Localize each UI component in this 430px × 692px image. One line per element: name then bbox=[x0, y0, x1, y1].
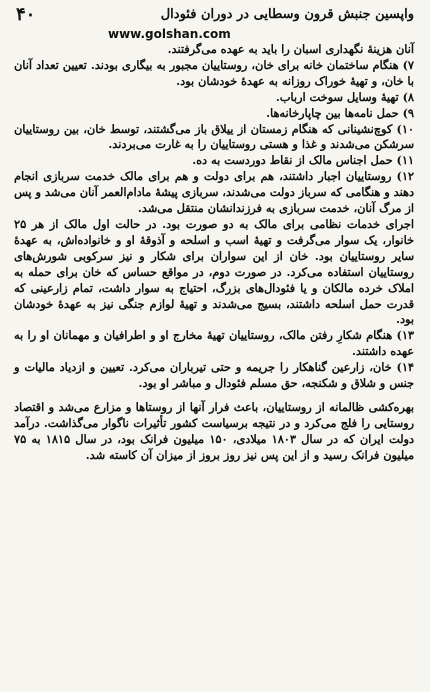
list-item-10: ۱۰) کوچ‌نشینانی که هنگام زمستان از ییلاق باز می‌گشتند، توسط خان، بین روستاییان سرشکن می‌شدند و غذا و هستی روستاییان را به غارت می‌بردند. bbox=[14, 121, 414, 152]
list-item-9: ۹) حمل نامه‌ها بین چاپارخانه‌ها. bbox=[266, 105, 414, 120]
website-watermark: www.golshan.com bbox=[108, 27, 231, 41]
list-item-8: ۸) تهیهٔ وسایل سوخت ارباب. bbox=[275, 89, 414, 104]
list-item-14: ۱۴) خان، زارعین گناهکار را جریمه و حتی تیرباران می‌کرد. تعیین و ازدیاد مالیات و جنس و شلاق و شکنجه، حق مسلم فئودال و مباشر او بود. bbox=[14, 360, 414, 391]
page-body bbox=[14, 42, 414, 464]
paragraph: بهره‌کشی ظالمانه از روستاییان، باعث فرار آنها از روستاها و مزارع می‌شد و اقتصاد روستایی را فلج می‌کرد و در نتیجه برسیاست کشور تأثیرات ناگوار می‌گذاشت. درآمد دولت ایران که در سال ۱۸۰۳ میلادی، ۱۵۰ میلیون فرانک بود، در سال ۱۸۱۵ به ۷۵ میلیون فرانک رسید و از این پس نیز روز بروز از میزان آن کاسته شد. bbox=[14, 399, 414, 462]
list-item-12: ۱۲) روستاییان اجبار داشتند، هم برای دولت و هم برای مالک خدمت سربازی انجام دهند و هنگامی که سرباز دولت می‌شدند، سربازی پیشهٔ مادام‌العمر آنان می‌شد و پس از مرگ آنان، خدمت سربازی به فرزندانشان منتقل می‌شد. bbox=[14, 169, 414, 216]
list-item-11: ۱۱) حمل اجناس مالک از نقاط دوردست به ده. bbox=[192, 153, 414, 168]
paragraph: آنان هزینهٔ نگهداری اسبان را باید به عهده می‌گرفتند. bbox=[167, 42, 414, 56]
list-item-13: ۱۳) هنگام شکارِ رفتن مالک، روستاییان تهیهٔ مخارج او و اطرافیان و مهمانان او را به عهده داشتند. bbox=[14, 328, 414, 359]
running-title: واپسین جنبش قرون وسطایی در دوران فئودال bbox=[160, 7, 414, 22]
page-header bbox=[14, 4, 414, 26]
page-number: ۴۰ bbox=[16, 4, 36, 25]
list-item-7: ۷) هنگام ساختمان خانه برای خان، روستاییان مجبور به بیگاری بودند. تعیین تعداد آنان با خان، و تهیهٔ خوراک روزانه به عهدهٔ خودشان بود. bbox=[14, 57, 414, 88]
paragraph: اجرای خدمات نظامی برای مالک به دو صورت بود. در حالت اول مالک از هر ۲۵ خانوار، یک سوار می‌گرفت و تهیهٔ اسب و اسلحه و آذوقهٔ او و خانواده‌اش، به عهدهٔ سایر روستاییان بود. خان از این سواران برای شکار و نیز سرکوبی شورش‌های روستاییان استفاده می‌کرد. در صورت دوم، در مواقع حساس که خان برای حمله به املاک خرده مالکان و یا فئودال‌های بزرگ، احتیاج به سوار داشت، تمام زارعینی که قدرت حمل اسلحه داشتند، بسیج می‌شدند و تهیهٔ لوازم جنگی نیز به عهدهٔ خودشان بود. bbox=[14, 216, 414, 327]
